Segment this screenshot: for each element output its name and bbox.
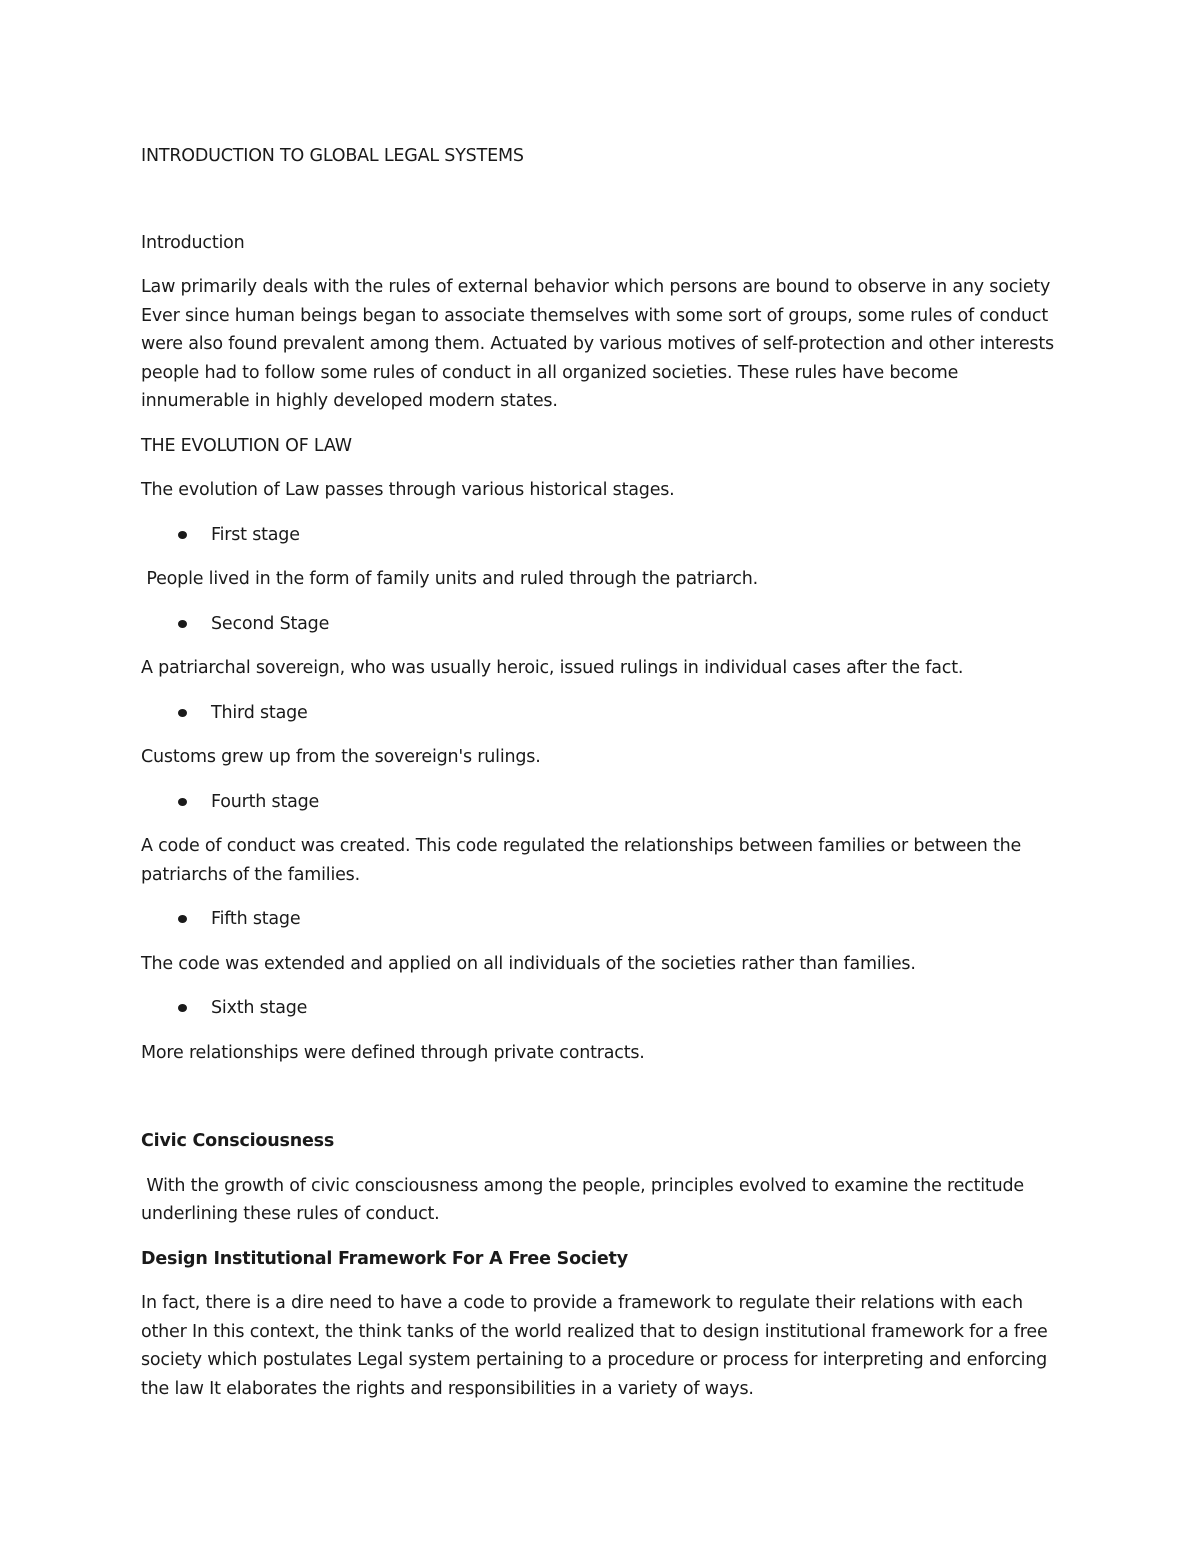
bullet-icon — [178, 531, 187, 539]
stage-label: Fifth stage — [211, 909, 301, 929]
stage-text: A patriarchal sovereign, who was usually heroic, issued rulings in individual cases after the fact. — [141, 658, 964, 678]
bullet-icon — [178, 620, 187, 628]
document-title: INTRODUCTION TO GLOBAL LEGAL SYSTEMS — [141, 146, 524, 166]
bullet-icon — [178, 1004, 187, 1012]
stage-label: Second Stage — [211, 613, 330, 634]
stage-text: More relationships were defined through private contracts. — [141, 1042, 645, 1063]
stage-label: First stage — [211, 524, 300, 545]
intro-heading: Introduction — [141, 232, 245, 253]
stage-bullet — [141, 610, 1061, 639]
document-body — [141, 142, 1061, 1419]
stage-bullet — [141, 788, 1061, 817]
stage-text: Customs grew up from the sovereign's rulings. — [141, 747, 541, 767]
stage-text: A code of conduct was created. This code regulated the relationships between families or between the patriarchs of the families. — [141, 836, 1022, 885]
bullet-icon — [178, 798, 187, 806]
stage-label: Sixth stage — [211, 998, 308, 1018]
bullet-icon — [178, 709, 187, 717]
stage-label: Fourth stage — [211, 791, 320, 812]
design-heading: Design Institutional Framework For A Free Society — [141, 1248, 628, 1269]
stage-label: Third stage — [211, 702, 308, 723]
stage-bullet — [141, 521, 1061, 550]
stage-bullet — [141, 905, 1061, 934]
design-paragraph: In fact, there is a dire need to have a code to provide a framework to regulate their relations with each other In this context, the think tanks of the world realized that to design institutional framework for a free society which postulates Legal system pertaining to a procedure or process for interpreting and enforcing the law It elaborates the rights and responsibilities in a variety of ways. — [141, 1293, 1048, 1399]
evolution-intro: The evolution of Law passes through various historical stages. — [141, 480, 675, 500]
stage-bullet — [141, 994, 1061, 1023]
stage-text: People lived in the form of family units and ruled through the patriarch. — [141, 569, 758, 589]
bullet-icon — [178, 915, 187, 923]
stage-bullet — [141, 699, 1061, 728]
civic-paragraph: With the growth of civic consciousness among the people, principles evolved to examine the rectitude underlining these rules of conduct. — [141, 1175, 1030, 1224]
evolution-heading: THE EVOLUTION OF LAW — [141, 435, 352, 456]
intro-paragraph: Law primarily deals with the rules of external behavior which persons are bound to observe in any society Ever since human beings began to associate themselves with some sort of groups, some rules of conduct were also found prevalent among them. Actuated by various motives of self-protection and other interests people had to follow some rules of conduct in all organized societies. These rules have become innumerable in highly developed modern states. — [141, 277, 1054, 411]
stage-text: The code was extended and applied on all individuals of the societies rather than families. — [141, 953, 916, 974]
civic-heading: Civic Consciousness — [141, 1131, 335, 1151]
